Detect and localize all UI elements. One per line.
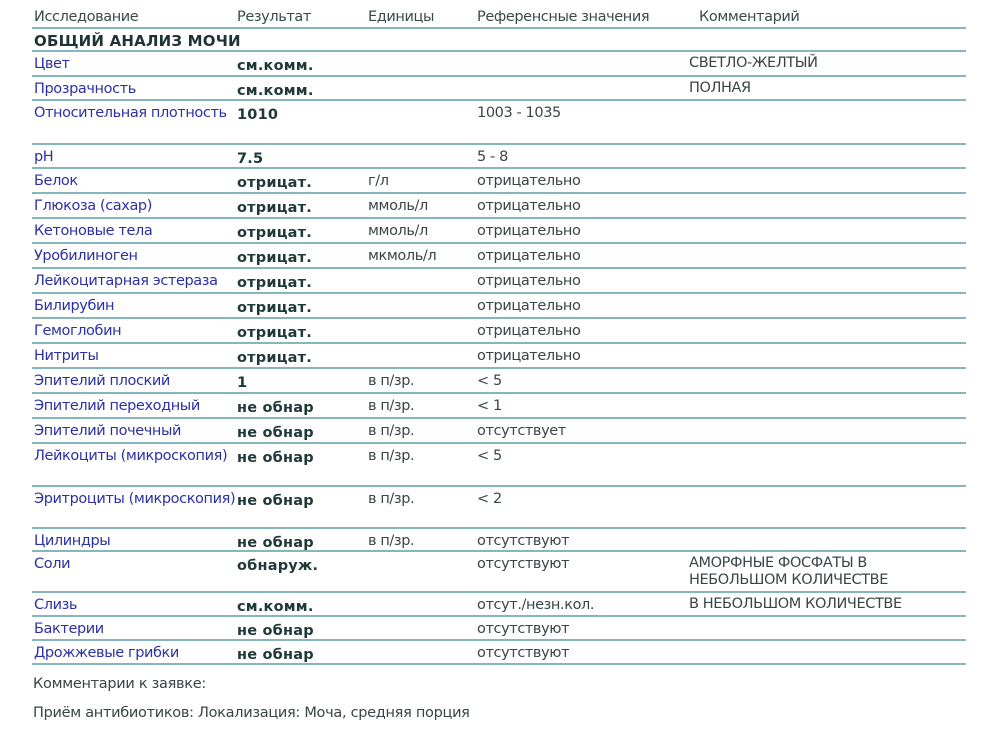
test-comment: ПОЛНАЯ [689, 80, 751, 96]
test-units: ммоль/л [368, 198, 428, 214]
test-comment [689, 244, 966, 267]
table-row [32, 369, 966, 394]
test-units [368, 77, 477, 99]
test-result: отрицат. [237, 200, 312, 216]
test-units: г/л [368, 173, 389, 189]
test-name: Уробилиноген [34, 248, 138, 264]
test-result: 1010 [237, 107, 279, 123]
request-comment-text: Приём антибиотиков: Локализация: Моча, средняя порция [33, 705, 470, 721]
table-header-row [32, 4, 966, 29]
table-row [32, 101, 966, 145]
table-row [32, 394, 966, 419]
table-row [32, 145, 966, 169]
test-units [368, 269, 477, 292]
test-name: Лейкоциты (микроскопия) [34, 448, 228, 464]
table-row [32, 419, 966, 444]
table-row [32, 552, 966, 593]
test-name: Лейкоцитарная эстераза [34, 273, 218, 289]
test-units: в п/зр. [368, 373, 415, 389]
test-reference: 1003 - 1035 [477, 105, 561, 121]
test-reference: отрицательно [477, 298, 581, 314]
test-comment [689, 487, 966, 527]
test-result: не обнар [237, 647, 314, 663]
test-comment [689, 194, 966, 217]
test-units [368, 145, 477, 167]
header-study: Исследование [34, 9, 139, 25]
test-reference: отсутствуют [477, 556, 570, 572]
table-row [32, 344, 966, 369]
table-row [32, 617, 966, 641]
test-units: ммоль/л [368, 223, 428, 239]
request-comments-label: Комментарии к заявке: [33, 676, 206, 692]
test-name: Дрожжевые грибки [34, 645, 179, 661]
test-reference: отрицательно [477, 198, 581, 214]
test-units: в п/зр. [368, 448, 415, 464]
test-result: см.комм. [237, 599, 314, 615]
test-units [368, 344, 477, 367]
test-name: Относительная плотность [34, 105, 227, 121]
test-comment [689, 319, 966, 342]
test-reference: < 5 [477, 373, 502, 389]
table-row [32, 219, 966, 244]
test-comment [689, 101, 966, 143]
table-row [32, 244, 966, 269]
test-units: в п/зр. [368, 398, 415, 414]
header-comment: Комментарий [699, 9, 800, 25]
test-comment: АМОРФНЫЕ ФОСФАТЫ В НЕБОЛЬШОМ КОЛИЧЕСТВЕ [689, 555, 888, 588]
test-reference: < 1 [477, 398, 502, 414]
test-reference: отрицательно [477, 323, 581, 339]
test-name: Гемоглобин [34, 323, 122, 339]
test-name: Глюкоза (сахар) [34, 198, 152, 214]
test-result: отрицат. [237, 325, 312, 341]
test-units [368, 641, 477, 663]
test-result: см.комм. [237, 83, 314, 99]
test-result: не обнар [237, 493, 314, 509]
table-row [32, 593, 966, 617]
test-comment [689, 617, 966, 639]
test-result: см.комм. [237, 58, 314, 74]
test-reference: отрицательно [477, 273, 581, 289]
test-reference: отсутствуют [477, 645, 570, 661]
test-comment [689, 641, 966, 663]
test-comment: В НЕБОЛЬШОМ КОЛИЧЕСТВЕ [689, 596, 902, 612]
test-reference: 5 - 8 [477, 149, 508, 165]
test-units [368, 617, 477, 639]
test-comment: СВЕТЛО-ЖЕЛТЫЙ [689, 55, 818, 71]
test-reference [477, 52, 689, 75]
test-comment [689, 145, 966, 167]
test-reference: отсутствует [477, 423, 566, 439]
section-row [32, 29, 966, 52]
test-units [368, 593, 477, 615]
table-row [32, 169, 966, 194]
test-result: 1 [237, 375, 248, 391]
test-comment [689, 169, 966, 192]
test-result: 7.5 [237, 151, 264, 167]
test-result: не обнар [237, 425, 314, 441]
test-comment [689, 294, 966, 317]
test-reference: отсутствуют [477, 621, 570, 637]
test-name: Эритроциты (микроскопия) [34, 491, 236, 507]
test-name: Цилиндры [34, 533, 111, 549]
test-name: Соли [34, 556, 71, 572]
test-units [368, 319, 477, 342]
section-title: ОБЩИЙ АНАЛИЗ МОЧИ [34, 32, 241, 50]
test-result: отрицат. [237, 300, 312, 316]
test-name: Цвет [34, 56, 70, 72]
header-units: Единицы [368, 9, 435, 25]
test-name: pH [34, 149, 54, 165]
table-row [32, 444, 966, 487]
test-name: Белок [34, 173, 78, 189]
test-result: отрицат. [237, 275, 312, 291]
test-comment [689, 269, 966, 292]
test-result: не обнар [237, 400, 314, 416]
test-reference: отрицательно [477, 173, 581, 189]
test-name: Бактерии [34, 621, 104, 637]
test-result: отрицат. [237, 225, 312, 241]
test-name: Кетоновые тела [34, 223, 153, 239]
test-name: Слизь [34, 597, 78, 613]
test-reference: отрицательно [477, 348, 581, 364]
results-table [32, 4, 966, 665]
test-name: Эпителий почечный [34, 423, 182, 439]
test-comment [689, 444, 966, 485]
table-row [32, 529, 966, 552]
header-reference: Референсные значения [477, 9, 650, 25]
table-row [32, 487, 966, 529]
test-reference: отсут./незн.кол. [477, 597, 595, 613]
test-units: в п/зр. [368, 533, 415, 549]
test-units: в п/зр. [368, 423, 415, 439]
test-name: Прозрачность [34, 81, 136, 97]
test-units [368, 294, 477, 317]
test-result: не обнар [237, 623, 314, 639]
test-comment [689, 419, 966, 442]
table-row [32, 194, 966, 219]
test-name: Эпителий плоский [34, 373, 170, 389]
table-row [32, 52, 966, 77]
test-units: мкмоль/л [368, 248, 437, 264]
table-row [32, 294, 966, 319]
test-comment [689, 344, 966, 367]
test-result: не обнар [237, 535, 314, 551]
test-result: отрицат. [237, 350, 312, 366]
test-units [368, 52, 477, 75]
test-units [368, 101, 477, 143]
test-reference: отрицательно [477, 223, 581, 239]
test-result: обнаруж. [237, 558, 319, 574]
test-reference [477, 77, 689, 99]
test-comment [689, 529, 966, 550]
test-result: отрицат. [237, 250, 312, 266]
test-comment [689, 219, 966, 242]
header-result: Результат [237, 9, 311, 25]
test-result: не обнар [237, 450, 314, 466]
test-reference: < 2 [477, 491, 502, 507]
table-row [32, 641, 966, 665]
test-name: Билирубин [34, 298, 115, 314]
table-row [32, 77, 966, 101]
table-row [32, 319, 966, 344]
test-reference: отсутствуют [477, 533, 570, 549]
table-row [32, 269, 966, 294]
test-result: отрицат. [237, 175, 312, 191]
test-name: Нитриты [34, 348, 99, 364]
test-reference: отрицательно [477, 248, 581, 264]
test-comment [689, 369, 966, 392]
test-units [368, 552, 477, 591]
test-units: в п/зр. [368, 491, 415, 507]
test-name: Эпителий переходный [34, 398, 200, 414]
test-comment [689, 394, 966, 417]
test-reference: < 5 [477, 448, 502, 464]
